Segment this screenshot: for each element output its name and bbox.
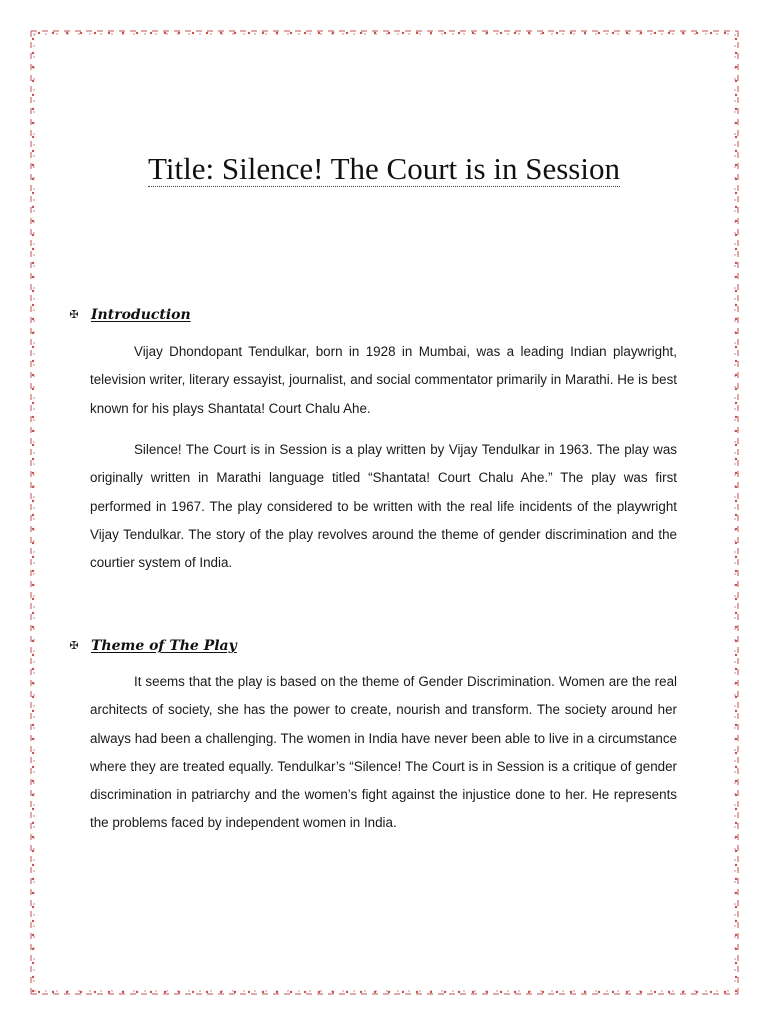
- paragraph-theme-1: It seems that the play is based on the theme of Gender Discrimination. Women are the real architects of society, she has the power to create, nourish and transform. The society around her always had been a challenging. The women in India have never been able to live in a circumstance where they are treated equally. Tendulkar’s “Silence! The Court is in Session is a critique of gender discrimination in patriarchy and the women’s fight against the injustice done to her. He represents the problems faced by independent women in India.: [90, 674, 677, 831]
- section-heading-theme: [68, 638, 237, 654]
- section-heading-text: Theme of The Play: [91, 638, 237, 654]
- paragraph-introduction-2: Silence! The Court is in Session is a play written by Vijay Tendulkar in 1963. The play was originally written in Marathi language titled “Shantata! Court Chalu Ahe.” The play was first performed in 1967. The play considered to be written with the real life incidents of the playwright Vijay Tendulkar. The story of the play revolves around the theme of gender discrimination and the courtier system of India.: [90, 442, 677, 571]
- page-title-text: Title: Silence! The Court is in Session: [148, 151, 620, 186]
- page-title: [0, 150, 768, 188]
- section-heading-text: Introduction: [91, 307, 191, 323]
- section-heading-introduction: [68, 307, 191, 323]
- cross-bullet-icon: ✠: [69, 639, 79, 652]
- paragraph-introduction-1: Vijay Dhondopant Tendulkar, born in 1928 in Mumbai, was a leading Indian playwright, television writer, literary essayist, journalist, and social commentator primarily in Marathi. He is best known for his plays Shantata! Court Chalu Ahe.: [90, 344, 677, 416]
- cross-bullet-icon: ✠: [69, 308, 79, 321]
